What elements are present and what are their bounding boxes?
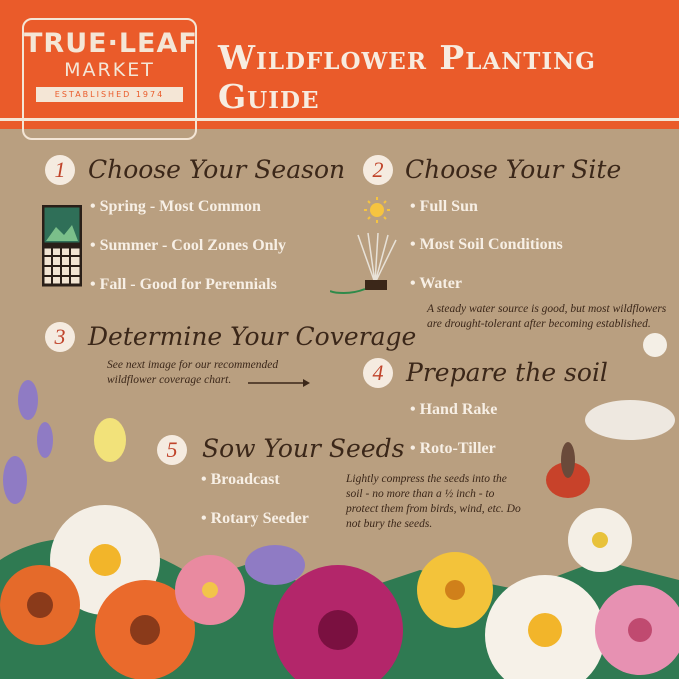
logo-line2: MARKET: [64, 59, 155, 81]
step-number: 1: [45, 155, 75, 185]
list-item: • Rotary Seeder: [201, 510, 309, 528]
calendar-icon: [42, 205, 82, 287]
list-item: • Full Sun: [410, 198, 478, 216]
sun-sprinkler-icon: [330, 195, 405, 300]
list-item: • Hand Rake: [410, 401, 497, 419]
step-number: 2: [363, 155, 393, 185]
logo-line3: ESTABLISHED 1974: [36, 87, 183, 102]
list-item: • Spring - Most Common: [90, 198, 261, 216]
water-note: A steady water source is good, but most wildflowers are drought-tolerant after becoming established.: [427, 303, 667, 330]
logo-line1: TRUE·LEAF: [24, 28, 198, 59]
page-title: Wildflower Planting Guide: [218, 38, 596, 116]
list-item: • Broadcast: [201, 471, 280, 489]
list-item: • Fall - Good for Perennials: [90, 276, 277, 294]
step-title: Sow Your Seeds: [202, 434, 405, 463]
list-item: • Water: [410, 275, 462, 293]
list-item: • Roto-Tiller: [410, 440, 496, 458]
arrow-right-icon: [248, 378, 310, 388]
sowing-note: Lightly compress the seeds into the soil - no more than a ½ inch - to protect them from birds, wind, etc. Do not bury the seeds.: [346, 473, 521, 530]
list-item: • Summer - Cool Zones Only: [90, 237, 286, 255]
coverage-note: See next image for our recommended wildflower coverage chart.: [107, 359, 279, 386]
step-number: 5: [157, 435, 187, 465]
step-number: 4: [363, 358, 393, 388]
step-title: Determine Your Coverage: [88, 322, 417, 351]
step-title: Choose Your Season: [88, 155, 346, 184]
step-title: Prepare the soil: [406, 358, 608, 387]
step-number: 3: [45, 322, 75, 352]
step-title: Choose Your Site: [405, 155, 622, 184]
list-item: • Most Soil Conditions: [410, 236, 563, 254]
true-leaf-market-logo: [22, 18, 197, 140]
